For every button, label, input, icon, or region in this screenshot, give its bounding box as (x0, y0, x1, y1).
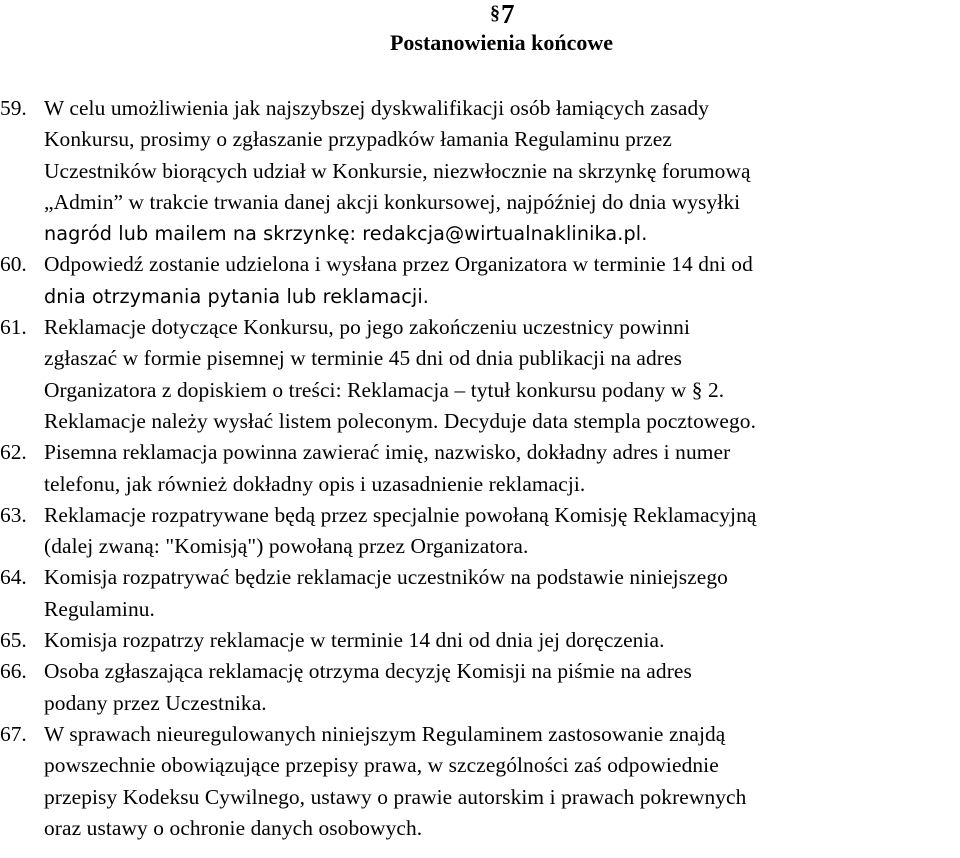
provisions-list (0, 93, 960, 844)
section-number-value: 7 (501, 0, 515, 29)
provision-line: „Admin” w trakcie trwania danej akcji konkursowej, najpóźniej do dnia wysyłki (44, 189, 741, 214)
provision-line: Reklamacje rozpatrywane będą przez specjalnie powołaną Komisję Reklamacyjną (44, 502, 757, 527)
provision-line: Regulaminu. (44, 596, 156, 621)
provision-line: Konkursu, prosimy o zgłaszanie przypadków łamania Regulaminu przez (44, 127, 672, 152)
provision-line: Pisemna reklamacja powinna zawierać imię, nazwisko, dokładny adres i numer (44, 440, 731, 465)
provision-item-61 (0, 312, 960, 437)
provision-item-66 (0, 656, 960, 719)
provision-number: 61. (0, 315, 27, 340)
provision-line: W sprawach nieuregulowanych niniejszym Regulaminem zastosowanie znajdą (44, 721, 726, 746)
section-title: Postanowienia końcowe (389, 30, 614, 55)
provision-number: 64. (0, 565, 27, 590)
provision-number: 59. (0, 96, 27, 120)
provision-number: 60. (0, 252, 27, 277)
provision-line: W celu umożliwienia jak najszybszej dyskwalifikacji osób łamiących zasady (44, 96, 710, 120)
provision-item-60 (0, 249, 960, 312)
provision-line-email: nagród lub mailem na skrzynkę: redakcja@wirtualnaklinika.pl. (44, 222, 648, 246)
provision-line: telefonu, jak również dokładny opis i uzasadnienie reklamacji. (44, 471, 586, 496)
provision-line: oraz ustawy o ochronie danych osobowych. (44, 815, 423, 840)
provision-line: Organizatora z dopiskiem o treści: Reklamacja – tytuł konkursu podany w § 2. (44, 377, 725, 402)
provision-line: (dalej zwaną: "Komisją") powołaną przez Organizatora. (44, 534, 529, 559)
provision-item-59 (0, 93, 960, 249)
provision-line: powszechnie obowiązujące przepisy prawa, w szczególności zaś odpowiednie (44, 753, 719, 778)
provision-item-63 (0, 500, 960, 563)
provision-line: Osoba zgłaszająca reklamację otrzyma decyzję Komisji na piśmie na adres (44, 659, 692, 684)
provision-item-64 (0, 562, 960, 625)
section-symbol: § (490, 2, 500, 24)
provision-line: Odpowiedź zostanie udzielona i wysłana przez Organizatora w terminie 14 dni od (44, 252, 753, 277)
provision-line: Uczestników biorących udział w Konkursie, niezwłocznie na skrzynkę forumową (44, 158, 751, 183)
provision-number: 65. (0, 628, 27, 653)
provision-line: przepisy Kodeksu Cywilnego, ustawy o prawie autorskim i prawach pokrewnych (44, 784, 747, 809)
provision-line: zgłaszać w formie pisemnej w terminie 45 dni od dnia publikacji na adres (44, 346, 683, 371)
provision-line: Komisja rozpatrywać będzie reklamacje uczestników na podstawie niniejszego (44, 565, 728, 590)
provision-line: Reklamacje należy wysłać listem poleconym. Decyduje data stempla pocztowego. (44, 408, 757, 433)
provision-item-62 (0, 437, 960, 500)
provision-line: Komisja rozpatrzy reklamacje w terminie 14 dni od dnia jej doręczenia. (44, 628, 665, 653)
provision-number: 67. (0, 721, 27, 746)
provision-number: 62. (0, 440, 27, 465)
provision-item-67 (0, 719, 960, 844)
provision-line: Reklamacje dotyczące Konkursu, po jego zakończeniu uczestnicy powinni (44, 315, 691, 340)
provision-line: dnia otrzymania pytania lub reklamacji. (44, 284, 429, 308)
provision-item-65 (0, 625, 960, 656)
provision-number: 63. (0, 502, 27, 527)
provision-number: 66. (0, 659, 27, 684)
provision-line: podany przez Uczestnika. (44, 690, 267, 715)
